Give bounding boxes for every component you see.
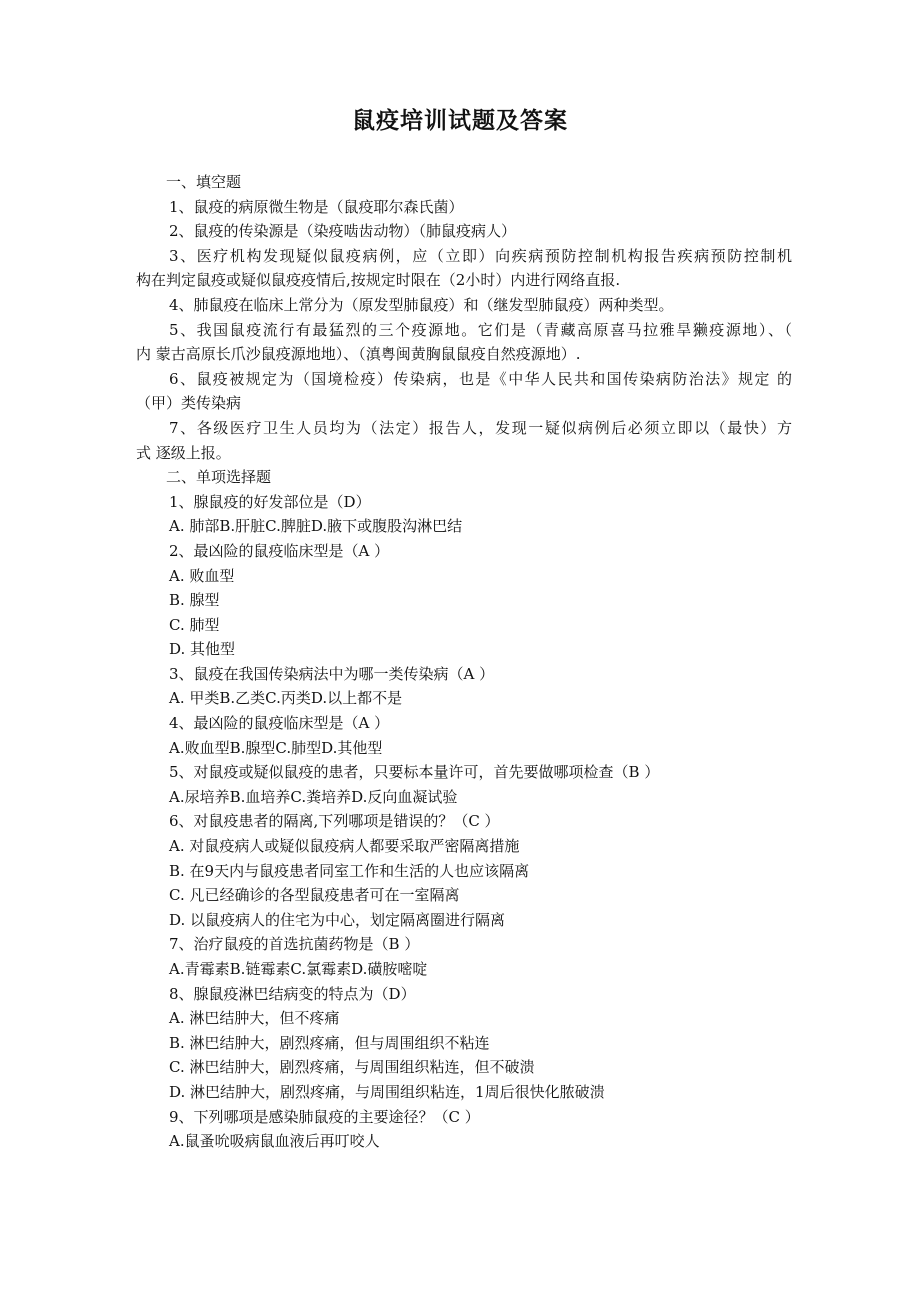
question-line: 2、最凶险的鼠疫临床型是（A ） <box>169 541 390 560</box>
answer-option: D. 淋巴结肿大，剧烈疼痛，与周围组织粘连，1周后很快化脓破溃 <box>169 1082 605 1101</box>
answer-option: D. 以鼠疫病人的住宅为中心，划定隔离圈进行隔离 <box>169 910 506 929</box>
section-heading: 一、填空题 <box>166 173 242 191</box>
question-line: 5、对鼠疫或疑似鼠疫的患者，只要标本量许可，首先要做哪项检查（B ） <box>169 763 660 782</box>
answer-option: A.青霉素B.链霉素C.氯霉素D.磺胺嘧啶 <box>169 960 428 978</box>
answer-option: C. 凡已经确诊的各型鼠疫患者可在一室隔离 <box>169 886 460 905</box>
answer-option: B. 淋巴结肿大，剧烈疼痛，但与周围组织不粘连 <box>169 1033 490 1052</box>
section-heading: 二、单项选择题 <box>166 468 272 487</box>
document-title: 鼠疫培训试题及答案 <box>352 108 568 134</box>
question-line: 构在判定鼠疫或疑似鼠疫疫情后,按规定时限在（2小时）内进行网络直报. <box>136 271 621 290</box>
question-line: （甲）类传染病 <box>136 394 242 413</box>
answer-option: C. 淋巴结肿大，剧烈疼痛，与周围组织粘连，但不破溃 <box>169 1058 535 1077</box>
answer-option: D. 其他型 <box>169 640 236 659</box>
question-line: 4、肺鼠疫在临床上常分为（原发型肺鼠疫）和（继发型肺鼠疫）两种类型。 <box>169 295 674 314</box>
question-line: 6、对鼠疫患者的隔离,下列哪项是错误的？（C ） <box>169 812 500 831</box>
question-line: 5、我国鼠疫流行有最猛烈的三个疫源地。它们是（青藏高原喜马拉雅旱獭疫源地）、（ <box>169 320 792 339</box>
answer-option: C. 肺型 <box>169 615 220 634</box>
question-line: 4、最凶险的鼠疫临床型是（A ） <box>169 714 390 733</box>
question-line: 8、腺鼠疫淋巴结病变的特点为（D） <box>169 984 416 1003</box>
answer-option: A. 甲类B.乙类C.丙类D.以上都不是 <box>169 689 403 708</box>
question-line: 7、治疗鼠疫的首选抗菌药物是（B ） <box>169 935 420 954</box>
question-line: 内 蒙古高原长爪沙鼠疫源地地）、（滇粤闽黄胸鼠鼠疫自然疫源地）. <box>136 345 581 364</box>
question-line: 式 逐级上报。 <box>136 443 231 462</box>
answer-option: A. 淋巴结肿大，但不疼痛 <box>169 1009 340 1028</box>
answer-option: A.败血型B.腺型C.肺型D.其他型 <box>169 738 383 757</box>
answer-option: B. 腺型 <box>169 591 220 610</box>
answer-option: A. 败血型 <box>169 566 235 585</box>
question-line: 7、各级医疗卫生人员均为（法定）报告人，发现一疑似病例后必须立即以（最快）方 <box>169 418 792 437</box>
answer-option: A. 对鼠疫病人或疑似鼠疫病人都要采取严密隔离措施 <box>169 837 520 856</box>
answer-option: B. 在9天内与鼠疫患者同室工作和生活的人也应该隔离 <box>169 861 530 880</box>
answer-option: A.尿培养B.血培养C.粪培养D.反向血凝试验 <box>169 787 458 806</box>
question-line: 6、鼠疫被规定为（国境检疫）传染病，也是《中华人民共和国传染病防治法》规定 的 <box>169 369 792 388</box>
question-line: 1、鼠疫的病原微生物是（鼠疫耶尔森氏菌） <box>169 197 464 216</box>
question-line: 1、腺鼠疫的好发部位是（D） <box>169 492 371 511</box>
question-line: 3、医疗机构发现疑似鼠疫病例，应（立即）向疾病预防控制机构报告疾病预防控制机 <box>169 246 792 265</box>
answer-option: A.鼠蚤吮吸病鼠血液后再叮咬人 <box>169 1132 380 1151</box>
document-body <box>136 170 792 1154</box>
question-line: 3、鼠疫在我国传染病法中为哪一类传染病（A ） <box>169 664 495 683</box>
question-line: 9、下列哪项是感染肺鼠疫的主要途径？（C ） <box>169 1107 480 1126</box>
answer-option: A. 肺部B.肝脏C.脾脏D.腋下或腹股沟淋巴结 <box>169 517 463 536</box>
question-line: 2、鼠疫的传染源是（染疫啮齿动物）（肺鼠疫病人） <box>169 222 517 241</box>
